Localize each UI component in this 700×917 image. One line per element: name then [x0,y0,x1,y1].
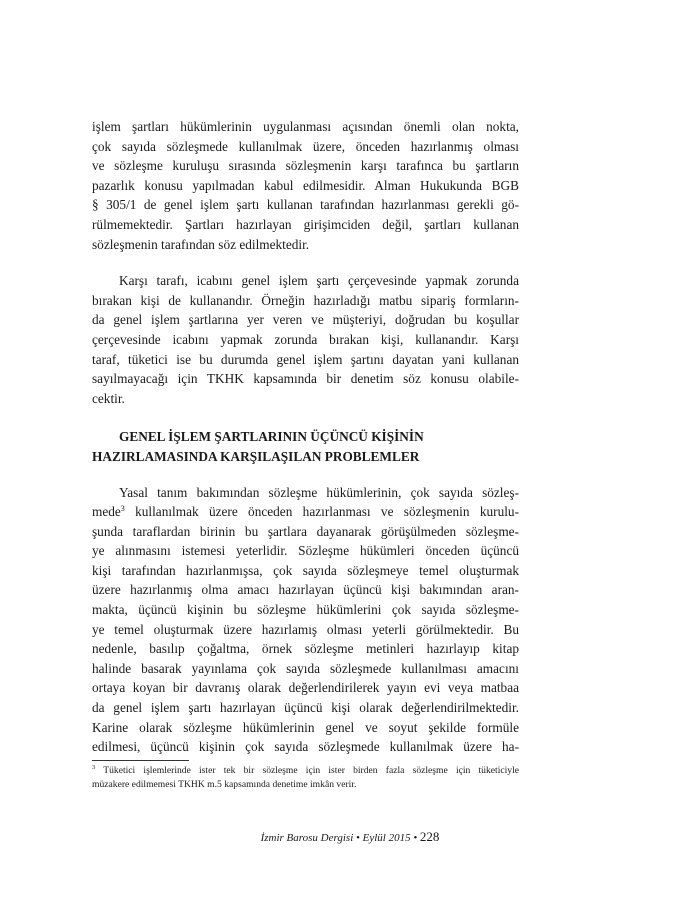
heading-line: HAZIRLAMASINDA KARŞILAŞILAN PROBLEMLER [92,448,420,464]
text-line: rülmemektedir. Şartları hazırlayan girişimciden değil, şartları kullanan [92,216,519,232]
section-heading [92,427,519,466]
paragraph-3 [92,483,519,757]
text-line: pazarlık konusu yapılmadan kabul edilmesidir. Alman Hukukunda BGB [92,177,519,193]
text-line: ye alınmasını istemesi yeterlidir. Sözleşme hükümleri önceden üçüncü [92,543,519,559]
footnote-text: Tüketici işlemlerinde ister tek bir sözleşme için ister birden fazla sözleşme için tüketiciyle [95,764,519,776]
text-fragment: kullanılmak üzere önceden hazırlanması ve sözleşmenin kurulu- [124,504,519,520]
page-footer [0,829,700,845]
text-line: bırakan kişi de kullanandır. Örneğin hazırladığı matbu sipariş formların- [92,292,519,308]
text-line: taraf, tüketici ise bu durumda genel işlem şartını dayatan yani kullanan [92,351,519,367]
text-line: sözleşmenin tarafından söz edilmektedir. [92,236,310,252]
text-line: edilmesi, üçüncü kişinin çok sayıda sözleşmede kullanılmak üzere ha- [92,739,519,755]
footnote-line: müzakere edilmemesi TKHK m.5 kapsamında denetime imkân verir. [92,779,357,791]
text-line [92,502,519,522]
footnote-divider [92,760,189,761]
text-line: ye temel oluşturmak üzere hazırlamış olması yeterli görülmektedir. Bu [92,621,519,637]
text-line: halinde basarak yayınlama çok sayıda sözleşmede kullanılması amacını [92,660,519,676]
text-line: ortaya koyan bir davranış olarak değerlendirilerek yayın evi veya matbaa [92,680,519,696]
footnote [92,764,519,793]
text-line: cektir. [92,390,125,406]
text-line: da genel işlem şartlarına yer veren ve müşteriyi, doğrudan bu koşullar [92,312,519,328]
page-body [92,117,519,793]
text-line: da genel işlem şartı hazırlayan üçüncü kişi olarak değerlendirilmektedir. [92,700,519,716]
text-line: Karine olarak sözleşme hükümlerinin genel ve soyut şekilde formüle [92,719,519,735]
text-line: şunda taraflardan birinin bu şartlara dayanarak görüşülmeden sözleşme- [92,523,519,539]
text-line: sayılmayacağı için TKHK kapsamında bir denetim söz konusu olabile- [92,371,519,387]
footnote-line [92,764,519,779]
page-number: 228 [419,829,440,844]
text-line: Yasal tanım bakımından sözleşme hükümlerinin, çok sayıda sözleş- [119,484,519,500]
paragraph-1 [92,117,519,254]
text-line: çerçevesinde icabını yapmak zorunda bırakan kişi, kullanandır. Karşı [92,331,519,347]
text-line: makta, üçüncü kişinin bu sözleşme hükümlerini çok sayıda sözleşme- [92,602,519,618]
text-line: Karşı tarafı, icabını genel işlem şartı çerçevesinde yapmak zorunda [119,273,519,289]
footnote-number: 3 [92,763,96,771]
heading-line: GENEL İŞLEM ŞARTLARININ ÜÇÜNCÜ KİŞİNİN [119,429,424,445]
paragraph-2 [92,271,519,408]
journal-name: İzmir Barosu Dergisi • Eylül 2015 • [260,832,418,844]
footnote-reference[interactable]: 3 [120,504,125,514]
text-line: çok sayıda sözleşmede kullanılmak üzere, önceden hazırlanmış olması [92,138,519,154]
text-line: nedenle, basılıp çoğaltma, örnek sözleşme metinleri hazırlayıp kitap [92,641,519,657]
text-line: işlem şartları hükümlerinin uygulanması açısından önemli olan nokta, [92,119,519,134]
text-fragment: mede [92,504,121,520]
text-line: üzere hazırlanmış olma amacı hazırlayan üçüncü kişi bakımından aran- [92,582,519,598]
text-line: kişi tarafından hazırlanmışsa, çok sayıda sözleşmeye temel oluşturmak [92,562,519,578]
text-line: § 305/1 de genel işlem şartı kullanan tarafından hazırlanması gerekli gö- [92,197,519,213]
text-line: ve sözleşme kuruluşu sırasında sözleşmenin karşı tarafınca bu şartların [92,158,519,174]
